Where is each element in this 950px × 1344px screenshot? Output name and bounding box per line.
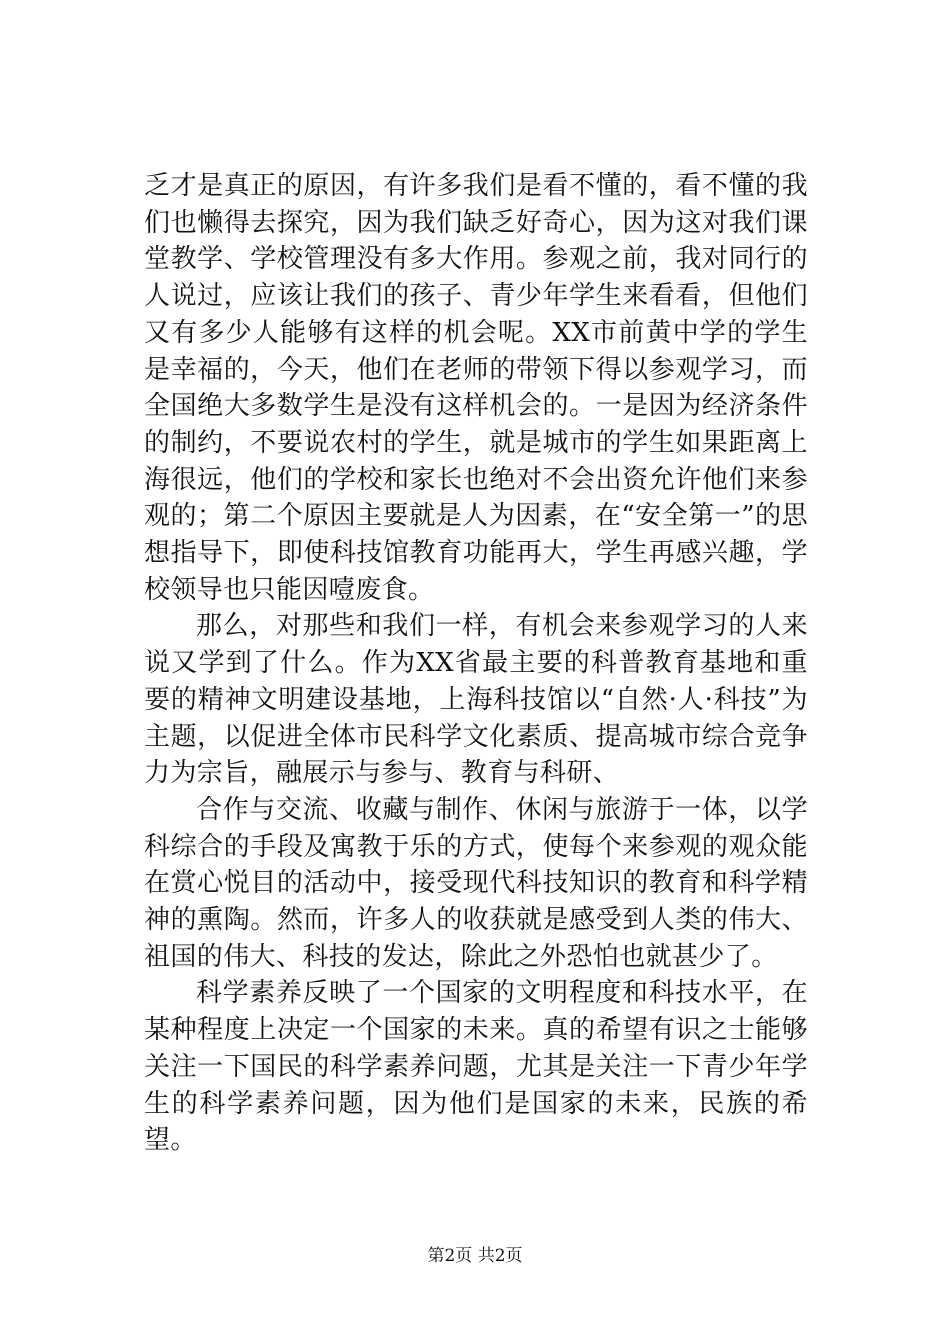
paragraph-3: 合作与交流、收藏与制作、休闲与旅游于一体，以学科综合的手段及寓教于乐的方式，使每个来参观的观众能在赏心悦目的活动中，接受现代科技知识的教育和科学精神的熏陶。然而，许多人的收获就是感受到人类的伟大、祖国的伟大、科技的发达，除此之外恐怕也就甚少了。 — [144, 794, 808, 972]
paragraph-4: 科学素养反映了一个国家的文明程度和科技水平，在某种程度上决定一个国家的未来。真的希望有识之士能够关注一下国民的科学素养问题，尤其是关注一下青少年学生的科学素养问题，因为他们是国家的未来，民族的希望。 — [144, 978, 808, 1156]
page-number-footer: 第2页 共2页 — [427, 1246, 523, 1266]
document-body — [144, 168, 808, 1159]
paragraph-2: 那么，对那些和我们一样，有机会来参观学习的人来说又学到了什么。作为XX省最主要的科普教育基地和重要的精神文明建设基地，上海科技馆以“自然·人·科技”为主题，以促进全体市民科学文化素质、提高城市综合竞争力为宗旨，融展示与参与、教育与科研、 — [144, 611, 808, 789]
paragraph-1: 乏才是真正的原因，有许多我们是看不懂的，看不懂的我们也懒得去探究，因为我们缺乏好奇心，因为这对我们课堂教学、学校管理没有多大作用。参观之前，我对同行的人说过，应该让我们的孩子、青少年学生来看看，但他们又有多少人能够有这样的机会呢。XX市前黄中学的学生是幸福的，今天，他们在老师的带领下得以参观学习，而全国绝大多数学生是没有这样机会的。一是因为经济条件的制约，不要说农村的学生，就是城市的学生如果距离上海很远，他们的学校和家长也绝对不会出资允许他们来参观的；第二个原因主要就是人为因素，在“安全第一”的思想指导下，即使科技馆教育功能再大，学生再感兴趣，学校领导也只能因噎废食。 — [144, 171, 808, 605]
